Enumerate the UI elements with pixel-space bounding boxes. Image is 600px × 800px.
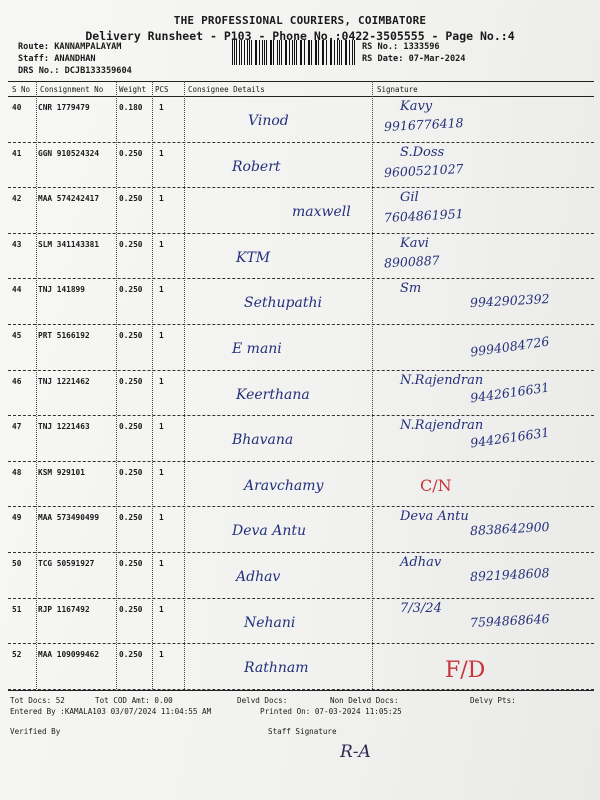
barcode-bar bbox=[301, 40, 302, 65]
row-phone-handwriting: 9600521027 bbox=[383, 160, 464, 180]
row-consignment-no: RJP 1167492 bbox=[38, 604, 90, 614]
row-phone-handwriting: 8900887 bbox=[383, 252, 441, 271]
row-weight: 0.250 bbox=[119, 467, 143, 477]
row-pcs: 1 bbox=[159, 239, 164, 249]
row-status-mark: F/D bbox=[445, 658, 486, 684]
barcode-bar bbox=[239, 40, 240, 65]
staff-label: Staff: ANANDHAN bbox=[18, 54, 96, 64]
delivered-docs: Delvd Docs: bbox=[237, 696, 288, 705]
row-consignee-handwriting: Vinod bbox=[248, 113, 289, 129]
row-phone-handwriting: 9442616631 bbox=[469, 379, 551, 406]
row-consignee-handwriting: maxwell bbox=[292, 204, 351, 221]
barcode-bar bbox=[323, 40, 324, 65]
row-weight: 0.250 bbox=[119, 239, 143, 249]
row-phone-handwriting: 9916776418 bbox=[383, 114, 464, 135]
row-phone-handwriting: 9942902392 bbox=[469, 291, 550, 311]
table-bottom-rule bbox=[8, 690, 594, 691]
row-signature-handwriting: 7/3/24 bbox=[400, 600, 442, 616]
row-separator bbox=[8, 461, 594, 462]
non-delivered-docs: Non Delvd Docs: bbox=[330, 696, 399, 705]
row-sno: 45 bbox=[12, 331, 22, 340]
row-consignee-handwriting: Keerthana bbox=[236, 386, 310, 403]
row-sno: 42 bbox=[12, 194, 22, 204]
row-pcs: 1 bbox=[159, 331, 164, 340]
row-separator bbox=[8, 415, 594, 416]
row-pcs: 1 bbox=[159, 285, 164, 295]
row-phone-handwriting: 7594868646 bbox=[469, 610, 550, 630]
row-pcs: 1 bbox=[159, 148, 164, 158]
row-consignment-no: SLM 341143381 bbox=[38, 239, 100, 249]
row-consignee-handwriting: Robert bbox=[232, 158, 281, 175]
col-header-sno: S No bbox=[12, 85, 31, 94]
barcode-bar bbox=[273, 40, 274, 65]
barcode-bar bbox=[232, 40, 233, 65]
row-signature-handwriting: Gil bbox=[400, 190, 419, 206]
delivery-points: Delvy Pts: bbox=[470, 696, 516, 705]
row-consignment-no: MAA 573490499 bbox=[38, 513, 100, 523]
row-consignee-handwriting: Adhav bbox=[236, 569, 281, 585]
barcode-bar bbox=[266, 40, 267, 65]
row-consignment-no: TNJ 141899 bbox=[38, 285, 85, 295]
row-weight: 0.250 bbox=[119, 376, 143, 386]
row-consignee-handwriting: KTM bbox=[236, 249, 271, 266]
row-phone-handwriting: 9994084726 bbox=[469, 333, 551, 360]
row-phone-handwriting: 8921948608 bbox=[469, 564, 550, 585]
barcode-bar bbox=[318, 40, 319, 65]
printed-on: Printed On: 07-03-2024 11:05:25 bbox=[260, 707, 402, 716]
row-pcs: 1 bbox=[159, 467, 164, 477]
row-consignee-handwriting: E mani bbox=[232, 341, 282, 357]
barcode-bar bbox=[251, 40, 252, 65]
total-docs: Tot Docs: 52 bbox=[10, 696, 65, 705]
row-pcs: 1 bbox=[159, 650, 164, 660]
staff-signature-handwriting: R-A bbox=[340, 742, 371, 762]
row-sno: 40 bbox=[12, 103, 22, 112]
row-phone-handwriting: 9442616631 bbox=[469, 424, 551, 451]
barcode-bar bbox=[331, 40, 332, 65]
row-pcs: 1 bbox=[159, 194, 164, 204]
total-cod-amount: Tot COD Amt: 0.00 bbox=[95, 696, 173, 705]
row-separator bbox=[8, 324, 594, 325]
row-weight: 0.250 bbox=[119, 604, 143, 614]
barcode-bar bbox=[255, 40, 256, 65]
row-separator bbox=[8, 233, 594, 234]
row-separator bbox=[8, 643, 594, 644]
row-consignment-no: KSM 929101 bbox=[38, 467, 85, 477]
col-header-signature: Signature bbox=[377, 85, 418, 94]
row-pcs: 1 bbox=[159, 559, 164, 568]
row-signature-handwriting: Kavi bbox=[400, 235, 429, 251]
row-consignment-no: TNJ 1221462 bbox=[38, 376, 90, 386]
barcode-bar bbox=[334, 40, 335, 65]
row-consignment-no: MAA 109099462 bbox=[38, 650, 100, 660]
row-consignment-no: PRT 5166192 bbox=[38, 331, 90, 340]
barcode-bar bbox=[311, 40, 312, 65]
entered-by: Entered By :KAMALA103 03/07/2024 11:04:55 AM bbox=[10, 707, 212, 716]
row-signature-handwriting: S.Doss bbox=[400, 144, 445, 160]
row-signature-handwriting: Sm bbox=[400, 281, 422, 297]
row-phone-handwriting: 8838642900 bbox=[469, 519, 550, 539]
row-weight: 0.250 bbox=[119, 194, 143, 204]
row-consignment-no: TNJ 1221463 bbox=[38, 422, 90, 432]
company-name: THE PROFESSIONAL COURIERS, COIMBATORE bbox=[173, 14, 427, 27]
row-separator bbox=[8, 506, 594, 507]
row-sno: 48 bbox=[12, 467, 22, 477]
row-consignment-no: TCG 50591927 bbox=[38, 559, 95, 568]
row-pcs: 1 bbox=[159, 376, 164, 386]
col-header-consignee: Consignee Details bbox=[188, 85, 265, 94]
row-consignee-handwriting: Deva Antu bbox=[232, 523, 306, 540]
row-sno: 46 bbox=[12, 376, 22, 386]
table-header-rule bbox=[8, 96, 594, 97]
row-signature-handwriting: Adhav bbox=[400, 555, 442, 570]
row-consignment-no: GGN 910524324 bbox=[38, 148, 100, 158]
row-weight: 0.250 bbox=[119, 422, 143, 432]
row-weight: 0.250 bbox=[119, 650, 143, 660]
row-consignment-no: MAA 574242417 bbox=[38, 194, 100, 204]
row-sno: 52 bbox=[12, 650, 22, 660]
staff-signature-label: Staff Signature bbox=[268, 727, 337, 736]
col-header-consignment: Consignment No bbox=[40, 85, 104, 94]
row-weight: 0.250 bbox=[119, 285, 143, 295]
barcode-bar bbox=[241, 40, 242, 65]
row-pcs: 1 bbox=[159, 513, 164, 523]
barcode-bar bbox=[352, 40, 353, 65]
col-header-weight: Weight bbox=[119, 85, 147, 94]
row-signature-handwriting: Deva Antu bbox=[400, 509, 469, 525]
barcode-bar bbox=[304, 40, 305, 65]
row-sno: 47 bbox=[12, 422, 22, 432]
row-weight: 0.250 bbox=[119, 331, 143, 340]
barcode-bar bbox=[281, 40, 282, 65]
verified-by-label: Verified By bbox=[10, 727, 61, 736]
route-label: Route: KANNAMPALAYAM bbox=[18, 42, 122, 52]
drs-number: DRS No.: DCJB133359604 bbox=[18, 66, 132, 76]
barcode-bar bbox=[346, 40, 347, 65]
row-sno: 43 bbox=[12, 239, 22, 249]
row-consignee-handwriting: Aravchamy bbox=[244, 477, 324, 494]
barcode-bar bbox=[294, 40, 295, 65]
rs-date: RS Date: 07-Mar-2024 bbox=[362, 54, 466, 64]
col-header-pcs: PCS bbox=[155, 85, 169, 94]
row-consignee-handwriting: Sethupathi bbox=[244, 295, 322, 312]
row-consignment-no: CNR 1779479 bbox=[38, 103, 90, 112]
row-weight: 0.250 bbox=[119, 148, 143, 158]
row-sno: 51 bbox=[12, 604, 22, 614]
row-signature-handwriting: N.Rajendran bbox=[400, 418, 484, 434]
row-consignee-handwriting: Nehani bbox=[244, 614, 296, 631]
row-separator bbox=[8, 552, 594, 553]
row-status-mark: C/N bbox=[420, 475, 452, 495]
row-consignee-handwriting: Bhavana bbox=[232, 432, 294, 449]
runsheet-title: Delivery Runsheet - P103 - Phone No.:0422-3505555 - Page No.:4 bbox=[85, 29, 515, 43]
row-weight: 0.250 bbox=[119, 559, 143, 568]
barcode-bar bbox=[341, 40, 342, 65]
row-separator bbox=[8, 187, 594, 188]
row-pcs: 1 bbox=[159, 422, 164, 432]
row-separator bbox=[8, 370, 594, 371]
row-pcs: 1 bbox=[159, 604, 164, 614]
row-signature-handwriting: N.Rajendran bbox=[400, 372, 484, 388]
row-sno: 44 bbox=[12, 285, 22, 295]
row-signature-handwriting: Kavy bbox=[400, 99, 433, 114]
row-consignee-handwriting: Rathnam bbox=[244, 660, 309, 677]
row-weight: 0.180 bbox=[119, 103, 143, 112]
row-separator bbox=[8, 142, 594, 143]
row-weight: 0.250 bbox=[119, 513, 143, 523]
row-pcs: 1 bbox=[159, 103, 164, 112]
rs-number: RS No.: 1333596 bbox=[362, 42, 440, 52]
row-sno: 50 bbox=[12, 559, 22, 568]
row-separator bbox=[8, 278, 594, 279]
barcode-image bbox=[232, 40, 356, 65]
table-top-rule bbox=[8, 81, 594, 82]
barcode-bar bbox=[277, 40, 278, 65]
row-sno: 41 bbox=[12, 148, 22, 158]
row-sno: 49 bbox=[12, 513, 22, 523]
row-separator bbox=[8, 598, 594, 599]
barcode-bar bbox=[259, 40, 260, 65]
barcode-bar bbox=[289, 40, 290, 65]
row-phone-handwriting: 7604861951 bbox=[383, 206, 464, 226]
